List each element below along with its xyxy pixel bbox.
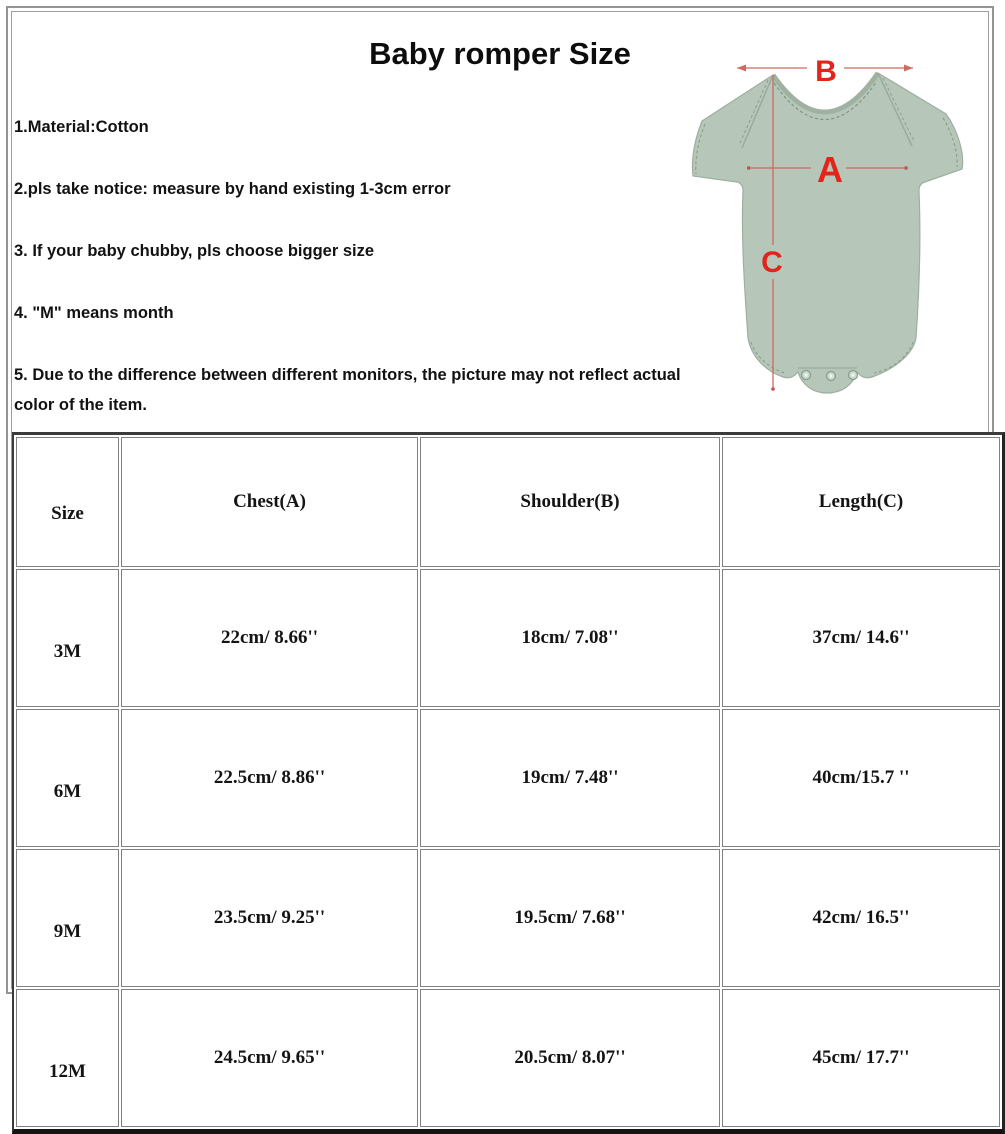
arrow-right-icon bbox=[904, 65, 913, 72]
size-cell: 9M bbox=[16, 849, 119, 987]
arrow-left-icon bbox=[737, 65, 746, 72]
table-row-3m bbox=[16, 569, 1000, 707]
measure-label-b: B bbox=[815, 55, 837, 88]
header-length: Length(C) bbox=[722, 437, 1000, 567]
table-header-row bbox=[16, 437, 1000, 567]
size-cell: 3M bbox=[16, 569, 119, 707]
size-cell: 6M bbox=[16, 709, 119, 847]
table-row-6m bbox=[16, 709, 1000, 847]
romper-diagram bbox=[685, 55, 975, 400]
length-cell: 40cm/15.7 '' bbox=[722, 709, 1000, 847]
length-cell: 45cm/ 17.7'' bbox=[722, 989, 1000, 1127]
note-monitor-color: 5. Due to the difference between different monitors, the picture may not reflect actual color of the item. bbox=[14, 366, 681, 414]
chest-cell: 22.5cm/ 8.86'' bbox=[121, 709, 418, 847]
header-size: Size bbox=[16, 437, 119, 567]
chest-cell: 24.5cm/ 9.65'' bbox=[121, 989, 418, 1127]
table-row-12m bbox=[16, 989, 1000, 1127]
note-material: 1.Material:Cotton bbox=[14, 118, 149, 136]
measure-label-a: A bbox=[817, 149, 843, 190]
note-measure-error: 2.pls take notice: measure by hand existing 1-3cm error bbox=[14, 180, 451, 198]
page-title: Baby romper Size bbox=[369, 36, 631, 71]
length-cell: 42cm/ 16.5'' bbox=[722, 849, 1000, 987]
size-cell: 12M bbox=[16, 989, 119, 1127]
romper-garment bbox=[692, 73, 962, 393]
length-cell: 37cm/ 14.6'' bbox=[722, 569, 1000, 707]
note-chubby-size: 3. If your baby chubby, pls choose bigger size bbox=[14, 242, 375, 260]
measure-label-c: C bbox=[761, 246, 783, 279]
chest-cell: 23.5cm/ 9.25'' bbox=[121, 849, 418, 987]
header-shoulder: Shoulder(B) bbox=[420, 437, 720, 567]
size-table bbox=[12, 432, 1005, 1134]
chest-cell: 22cm/ 8.66'' bbox=[121, 569, 418, 707]
shoulder-cell: 20.5cm/ 8.07'' bbox=[420, 989, 720, 1127]
note-month-meaning: 4. "M" means month bbox=[14, 304, 174, 322]
header-chest: Chest(A) bbox=[121, 437, 418, 567]
shoulder-cell: 19cm/ 7.48'' bbox=[420, 709, 720, 847]
notes-list bbox=[14, 112, 682, 452]
table-row-9m bbox=[16, 849, 1000, 987]
romper-illustration bbox=[685, 55, 975, 400]
shoulder-cell: 18cm/ 7.08'' bbox=[420, 569, 720, 707]
shoulder-cell: 19.5cm/ 7.68'' bbox=[420, 849, 720, 987]
